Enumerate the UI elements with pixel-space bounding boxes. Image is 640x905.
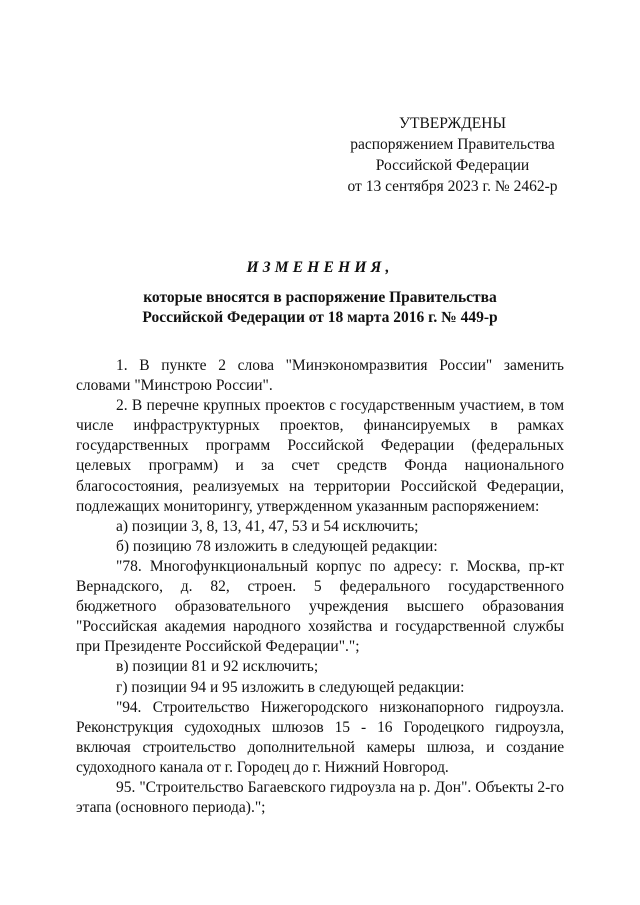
- paragraph-item-1: 1. В пункте 2 слова "Минэкономразвития России" заменить словами "Минстрою России".: [76, 357, 564, 395]
- paragraph-subitem-a: а) позиции 3, 8, 13, 41, 47, 53 и 54 исключить;: [116, 517, 419, 535]
- paragraph-position-95: 95. "Строительство Багаевского гидроузла на р. Дон". Объекты 2-го этапа (основного периода).";: [76, 778, 564, 817]
- document-subtitle: [0, 288, 640, 328]
- approval-stamp: [340, 113, 565, 197]
- approval-line: распоряжением Правительства: [350, 136, 555, 153]
- approval-heading: УТВЕРЖДЕНЫ: [399, 115, 506, 132]
- approval-line: Российской Федерации: [375, 157, 530, 174]
- document-body: [76, 356, 564, 818]
- paragraph-position-78: "78. Многофункциональный корпус по адресу: г. Москва, пр-кт Вернадского, д. 82, строен. 5 федерального государственного бюджетного образовательного учреждения высшего образования "Российская академия народного хозяйства и государственной службы при Президенте Российской Федерации".";: [76, 557, 564, 656]
- paragraph-position-94: "94. Строительство Нижегородского низконапорного гидроузла. Реконструкция судоходных шлюзов 15 - 16 Городецкого гидроузла, включая строительство дополнительной камеры шлюза, и создание судоходного канала от г. Городец до г. Нижний Новгород.: [76, 698, 564, 776]
- subtitle-line: которые вносятся в распоряжение Правительства: [143, 289, 497, 306]
- paragraph-subitem-b: б) позицию 78 изложить в следующей редакции:: [116, 537, 438, 555]
- subtitle-line: Российской Федерации от 18 марта 2016 г. № 449-р: [142, 309, 498, 326]
- approval-date-number: от 13 сентября 2023 г. № 2462-р: [347, 178, 558, 195]
- paragraph-subitem-g: г) позиции 94 и 95 изложить в следующей редакции:: [116, 678, 465, 696]
- document-title: ИЗМЕНЕНИЯ,: [246, 259, 394, 276]
- paragraph-item-2: 2. В перечне крупных проектов с государственным участием, в том числе инфраструктурных проектов, финансируемых в рамках государственных программ Российской Федерации (федеральных целевых программ) и за счет средств Фонда национального благосостояния, реализуемых на территории Российской Федерации, подлежащих мониторингу, утвержденном указанным распоряжением:: [76, 397, 564, 515]
- paragraph-subitem-v: в) позиции 81 и 92 исключить;: [116, 658, 319, 676]
